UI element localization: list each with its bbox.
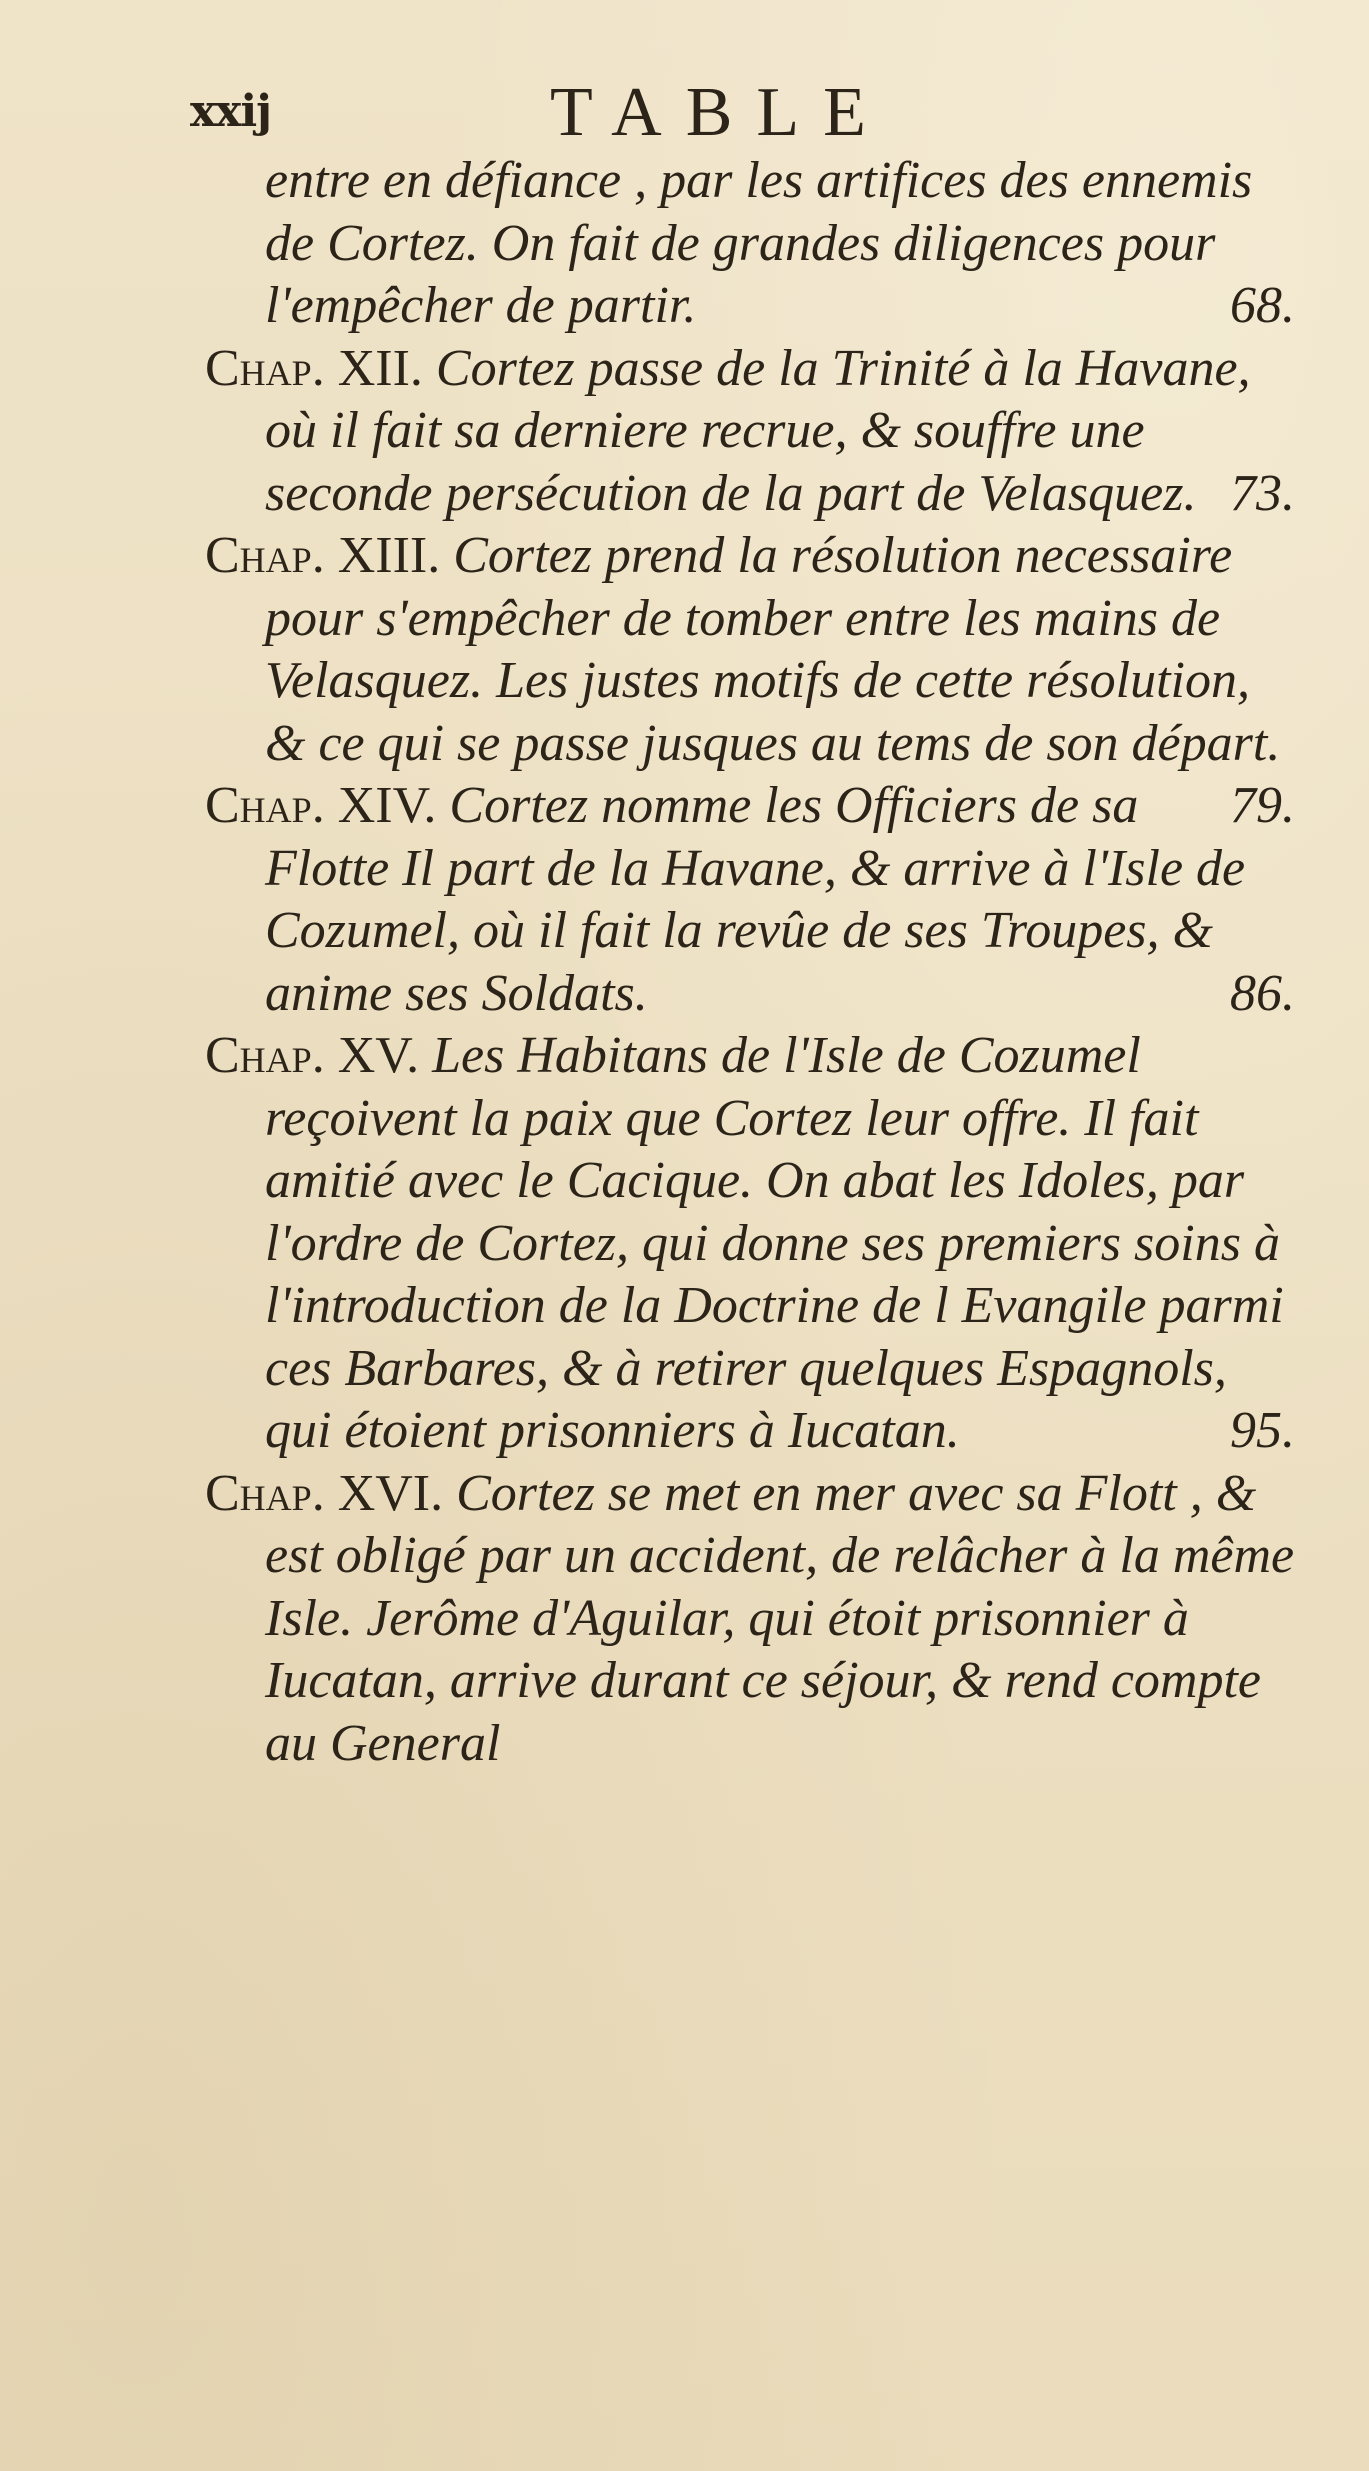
entry-text: Cortez prend la résolution necessaire pour s'empêcher de tomber entre les mains de Velasquez. Les justes motifs de cette résolution, & ce qui se passe jusques au tems de son départ.: [265, 527, 1281, 772]
chapter-number: XIII.: [337, 527, 441, 584]
chapter-label: Chap.: [205, 777, 325, 834]
chapter-number: XII.: [337, 339, 423, 397]
entry-text: Cortez passe de la Trinité à la Havane, où il fait sa derniere recrue, & souffre une seconde persécution de la part de Velasquez.: [265, 339, 1251, 522]
entry-page-number: 68.: [1230, 277, 1295, 334]
toc-entry-chap-xii: [205, 338, 1295, 526]
entry-text: entre en défiance , par les artifices des ennemis de Cortez. On fait de grandes diligences pour l'empêcher de partir.: [265, 152, 1253, 334]
page-number: xxij: [190, 86, 272, 137]
table-of-contents: [205, 150, 1295, 1775]
toc-entry-chap-xiv: [205, 775, 1295, 1025]
entry-page-number: 79.: [1230, 777, 1295, 834]
running-title: TABLE: [550, 74, 890, 151]
chapter-number: XIV.: [337, 777, 437, 834]
chapter-label: Chap.: [205, 1027, 325, 1084]
chapter-number: XVI.: [337, 1464, 444, 1522]
entry-page-number: 73.: [1230, 464, 1295, 522]
page-header: [190, 74, 1190, 158]
toc-entry-continued: [205, 150, 1295, 338]
chapter-number: XV.: [337, 1027, 420, 1084]
chapter-label: Chap.: [205, 339, 325, 397]
chapter-label: Chap.: [205, 1464, 325, 1522]
entry-text: Cortez se met en mer avec sa Flott , & est obligé par un accident, de relâcher à la même Isle. Jerôme d'Aguilar, qui étoit prisonnier à Iucatan, arrive durant ce séjour, & rend compte au General: [265, 1464, 1295, 1772]
entry-page-number: 86.: [1230, 964, 1295, 1022]
toc-entry-chap-xvi: [205, 1463, 1295, 1776]
entry-text: Les Habitans de l'Isle de Cozumel reçoivent la paix que Cortez leur offre. Il fait amitié avec le Cacique. On abat les Idoles, par l'ordre de Cortez, qui donne ses premiers soins à l'introduction de la Doctrine de l Evangile parmi ces Barbares, & à retirer quelques Espagnols, qui étoient prisonniers à Iucatan.: [265, 1027, 1284, 1459]
entry-text: Cortez nomme les Officiers de sa Flotte Il part de la Havane, & arrive à l'Isle de Cozumel, où il fait la revûe de ses Troupes, & anime ses Soldats.: [265, 777, 1246, 1022]
toc-entry-chap-xv: [205, 1025, 1295, 1463]
entry-page-number: 95.: [1230, 1402, 1295, 1459]
chapter-label: Chap.: [205, 527, 325, 584]
